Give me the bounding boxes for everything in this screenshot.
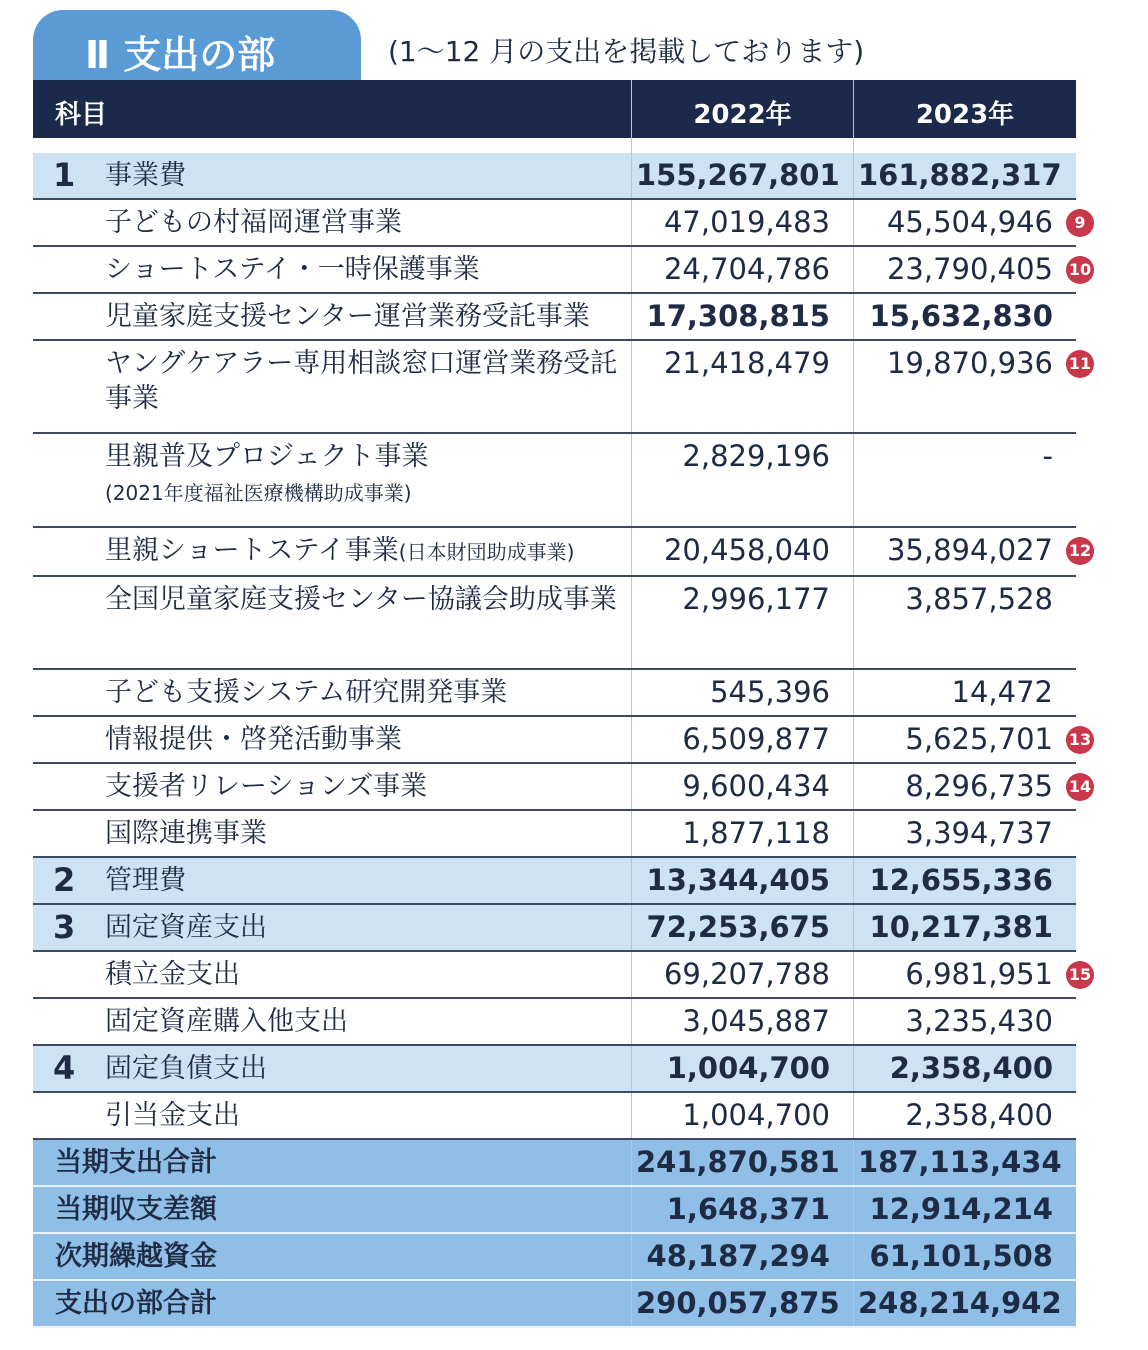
value-2023: 10,217,381 <box>853 905 1076 950</box>
row-label-cell <box>33 200 631 245</box>
table-row <box>33 717 1092 764</box>
value-2022: 69,207,788 <box>631 952 853 997</box>
row-label-text: 引当金支出 <box>105 1100 240 1131</box>
table-row <box>33 858 1076 905</box>
table-row <box>33 577 1076 670</box>
row-label-cell <box>33 1187 631 1232</box>
row-label-text: 子ども支援システム研究開発事業 <box>105 677 508 708</box>
value-2023: - <box>853 434 1076 526</box>
row-label-cell <box>33 294 631 339</box>
row-label-cell <box>33 1046 631 1091</box>
value-2023: 45,504,946 <box>853 200 1076 245</box>
value-2022: 241,870,581 <box>631 1140 853 1185</box>
table-header <box>33 80 1076 138</box>
row-label-cell <box>33 811 631 856</box>
value-2023: 23,790,405 <box>853 247 1076 292</box>
header-item: 科目 <box>55 100 108 130</box>
row-label-cell <box>33 858 631 903</box>
value-2023: 14,472 <box>853 670 1076 715</box>
row-label-text: 固定資産購入他支出 <box>105 1006 348 1037</box>
value-2023: 8,296,735 <box>853 764 1076 809</box>
row-label-cell <box>33 999 631 1044</box>
table-row <box>33 670 1076 717</box>
row-label-cell <box>33 247 631 292</box>
row-label-text: 情報提供・啓発活動事業 <box>105 724 402 755</box>
note-badge: 15 <box>1066 961 1094 989</box>
row-label-text: 里親普及プロジェクト事業 <box>105 441 429 472</box>
value-2022: 21,418,479 <box>631 341 853 432</box>
header-spacer <box>33 138 1076 153</box>
table-row <box>33 294 1076 341</box>
table-row <box>33 999 1076 1046</box>
table-row <box>33 1140 1076 1187</box>
row-label-cell <box>33 952 631 997</box>
row-label-text: 里親ショートステイ事業 <box>105 535 399 566</box>
value-2022: 24,704,786 <box>631 247 853 292</box>
value-2023: 161,882,317 <box>853 153 1076 198</box>
row-label-cell <box>33 528 631 575</box>
value-2022: 6,509,877 <box>631 717 853 762</box>
table-row <box>33 341 1092 434</box>
row-label-text: 当期収支差額 <box>55 1194 217 1225</box>
header-2023: 2023年 <box>853 80 1076 138</box>
row-label-text: 国際連携事業 <box>105 818 267 849</box>
section-subtitle: (1～12 月の支出を掲載しております) <box>388 35 865 68</box>
value-2023: 19,870,936 <box>853 341 1076 432</box>
value-2022: 13,344,405 <box>631 858 853 903</box>
table-row <box>33 1281 1076 1328</box>
row-label-text: 子どもの村福岡運営事業 <box>105 207 402 238</box>
value-2022: 2,829,196 <box>631 434 853 526</box>
section-title-tab: Ⅱ 支出の部 <box>33 10 361 80</box>
value-2022: 9,600,434 <box>631 764 853 809</box>
value-2023: 5,625,701 <box>853 717 1076 762</box>
value-2023: 15,632,830 <box>853 294 1076 339</box>
value-2022: 47,019,483 <box>631 200 853 245</box>
value-2023: 35,894,027 <box>853 528 1076 575</box>
row-label-text: 当期支出合計 <box>55 1147 217 1178</box>
value-2022: 290,057,875 <box>631 1281 853 1326</box>
note-badge: 14 <box>1066 773 1094 801</box>
row-label-cell <box>33 764 631 809</box>
note-badge: 11 <box>1066 350 1094 378</box>
spacer-cell <box>33 138 631 153</box>
table-row <box>33 952 1092 999</box>
row-label-cell <box>33 670 631 715</box>
row-label-text: 支出の部合計 <box>55 1288 217 1319</box>
note-badge: 13 <box>1066 726 1094 754</box>
table-row <box>33 200 1086 247</box>
note-badge: 10 <box>1066 256 1094 284</box>
table-row <box>33 434 1076 528</box>
value-2023: 61,101,508 <box>853 1234 1076 1279</box>
table-row <box>33 1234 1076 1281</box>
row-label-cell <box>33 341 631 432</box>
row-label-note: (日本財団助成事業) <box>398 540 575 564</box>
value-2022: 2,996,177 <box>631 577 853 668</box>
row-label-text: 児童家庭支援センター運営業務受託事業 <box>105 301 590 332</box>
row-number: 4 <box>53 1049 76 1087</box>
value-2022: 1,004,700 <box>631 1093 853 1138</box>
row-label-text: 固定資産支出 <box>105 912 267 943</box>
value-2022: 545,396 <box>631 670 853 715</box>
value-2023: 6,981,951 <box>853 952 1076 997</box>
value-2022: 3,045,887 <box>631 999 853 1044</box>
table-row <box>33 764 1092 811</box>
value-2023: 2,358,400 <box>853 1093 1076 1138</box>
value-2023: 3,235,430 <box>853 999 1076 1044</box>
row-label-text: 事業費 <box>105 160 186 191</box>
value-2022: 1,004,700 <box>631 1046 853 1091</box>
row-label-cell <box>33 434 631 526</box>
note-badge: 9 <box>1066 209 1094 237</box>
row-label-text: 管理費 <box>105 865 186 896</box>
row-label-text: 全国児童家庭支援センター協議会助成事業 <box>105 584 617 615</box>
row-label-cell <box>33 577 631 668</box>
row-number: 2 <box>53 861 76 899</box>
row-label-note: (2021年度福祉医療機構助成事業) <box>105 481 412 505</box>
row-label-text: 積立金支出 <box>105 959 240 990</box>
spacer-cell <box>631 138 853 153</box>
row-label-cell <box>33 905 631 950</box>
row-label-text: ショートステイ・一時保護事業 <box>105 254 480 285</box>
row-label-cell <box>33 1281 631 1326</box>
table-row <box>33 247 1092 294</box>
value-2023: 2,358,400 <box>853 1046 1076 1091</box>
table-row <box>33 811 1076 858</box>
table-row <box>33 905 1076 952</box>
value-2023: 12,914,214 <box>853 1187 1076 1232</box>
row-number: 3 <box>53 908 76 946</box>
value-2022: 1,648,371 <box>631 1187 853 1232</box>
table-row <box>33 1093 1076 1140</box>
value-2022: 155,267,801 <box>631 153 853 198</box>
row-label-cell <box>33 153 631 198</box>
spacer-cell <box>853 138 1076 153</box>
value-2023: 3,857,528 <box>853 577 1076 668</box>
value-2022: 72,253,675 <box>631 905 853 950</box>
value-2022: 20,458,040 <box>631 528 853 575</box>
row-label-cell <box>33 1140 631 1185</box>
value-2023: 3,394,737 <box>853 811 1076 856</box>
row-label-cell <box>33 1093 631 1138</box>
row-label-text: 固定負債支出 <box>105 1053 267 1084</box>
value-2022: 48,187,294 <box>631 1234 853 1279</box>
table-row <box>33 528 1092 577</box>
header-2022: 2022年 <box>631 80 853 138</box>
row-label-text: 次期繰越資金 <box>55 1241 217 1272</box>
note-badge: 12 <box>1066 537 1094 565</box>
value-2022: 1,877,118 <box>631 811 853 856</box>
row-label-cell <box>33 717 631 762</box>
value-2023: 187,113,434 <box>853 1140 1076 1185</box>
value-2023: 12,655,336 <box>853 858 1076 903</box>
table-row <box>33 153 1076 200</box>
table-row <box>33 1046 1076 1093</box>
table-row <box>33 1187 1076 1234</box>
row-label-text: 支援者リレーションズ事業 <box>105 771 428 802</box>
row-label-text: ヤングケアラー専用相談窓口運営業務受託事業 <box>105 348 618 414</box>
value-2023: 248,214,942 <box>853 1281 1076 1326</box>
value-2022: 17,308,815 <box>631 294 853 339</box>
row-label-cell <box>33 1234 631 1279</box>
expense-table <box>33 153 1092 1328</box>
row-number: 1 <box>53 156 76 194</box>
